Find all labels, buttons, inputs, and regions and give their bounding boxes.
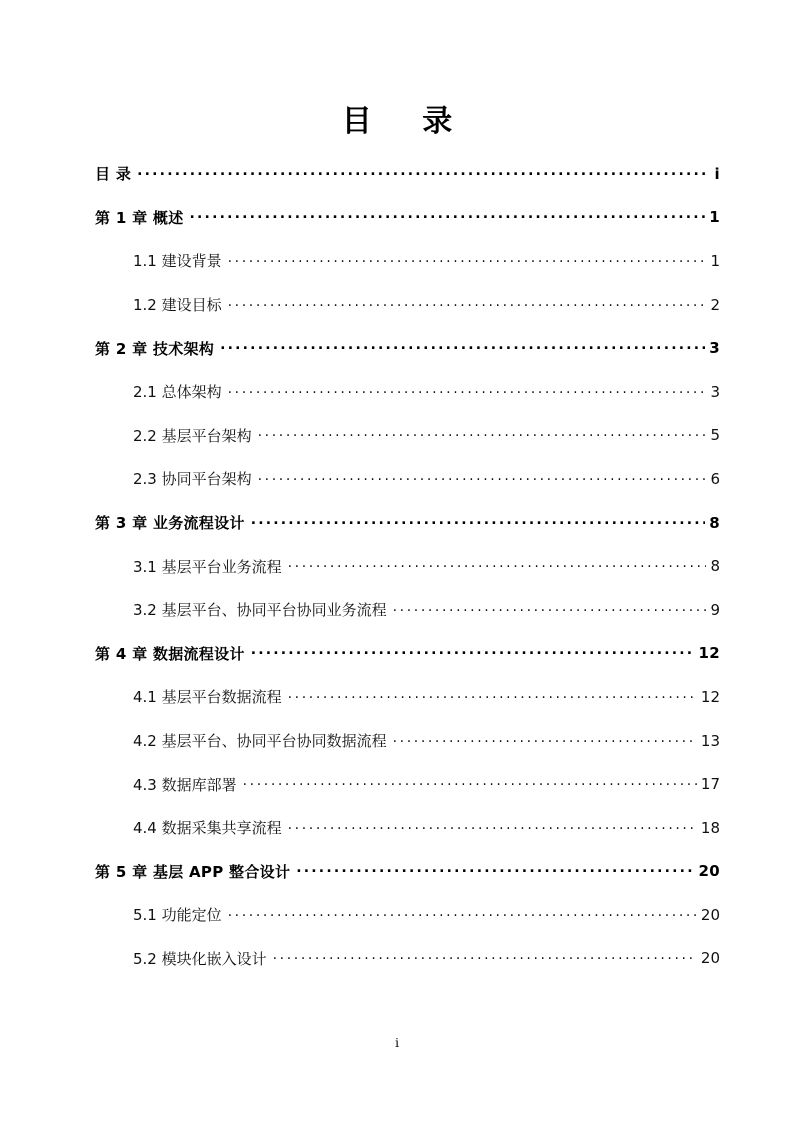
toc-entry-page-number: 6 [710, 469, 720, 488]
toc-entry-page-number: 17 [700, 775, 720, 794]
dot-leader [228, 297, 706, 313]
toc-chapter-entry[interactable] [95, 632, 720, 676]
toc-entry-page-number: 18 [700, 818, 720, 837]
toc-entry-page-number: 1 [710, 251, 720, 270]
dot-leader [393, 602, 706, 618]
dot-leader [296, 863, 694, 879]
toc-entry-page-number: 20 [700, 905, 720, 924]
dot-leader [228, 907, 697, 923]
dot-leader [243, 776, 697, 792]
toc-chapter-entry[interactable] [95, 196, 720, 240]
toc-entry-page-number: i [714, 164, 720, 183]
toc-entry-page-number: 8 [709, 513, 720, 532]
page-title: 目 录 [341, 104, 473, 139]
toc-section-entry[interactable] [95, 762, 720, 806]
toc-section-entry[interactable] [95, 588, 720, 632]
toc-chapter-entry[interactable] [95, 152, 720, 196]
toc-entry-page-number: 12 [698, 644, 720, 663]
toc-entry-title: 4.2 基层平台、协同平台协同数据流程 [133, 732, 387, 751]
toc-chapter-entry[interactable] [95, 850, 720, 894]
dot-leader [251, 645, 695, 661]
toc-entry-title: 4.4 数据采集共享流程 [133, 819, 282, 838]
toc-section-entry[interactable] [95, 544, 720, 588]
footer-page-number: i [395, 1036, 399, 1050]
toc-section-entry[interactable] [95, 370, 720, 414]
toc-entry-title: 2.2 基层平台架构 [133, 426, 252, 445]
toc-section-entry[interactable] [95, 414, 720, 458]
toc-entry-title: 第 4 章 数据流程设计 [95, 644, 245, 663]
toc-section-entry[interactable] [95, 283, 720, 327]
dot-leader [288, 689, 697, 705]
toc-entry-page-number: 13 [700, 731, 720, 750]
dot-leader [288, 558, 706, 574]
dot-leader [288, 820, 697, 836]
dot-leader [258, 471, 706, 487]
toc-section-entry[interactable] [95, 893, 720, 937]
toc-entry-page-number: 12 [700, 687, 720, 706]
toc-entry-page-number: 1 [709, 208, 720, 227]
dot-leader [190, 209, 706, 225]
toc-section-entry[interactable] [95, 719, 720, 763]
toc-entry-title: 1.2 建设目标 [133, 296, 222, 315]
toc-entry-title: 4.3 数据库部署 [133, 775, 237, 794]
toc-entry-title: 目 录 [95, 165, 132, 184]
toc-entry-title: 3.2 基层平台、协同平台协同业务流程 [133, 601, 387, 620]
toc-entry-title: 2.3 协同平台架构 [133, 470, 252, 489]
toc-entry-page-number: 3 [710, 382, 720, 401]
dot-leader [251, 515, 706, 531]
toc-entry-title: 第 1 章 概述 [95, 208, 184, 227]
toc-chapter-entry[interactable] [95, 326, 720, 370]
dot-leader [228, 253, 706, 269]
dot-leader [220, 340, 705, 356]
toc-entry-title: 1.1 建设背景 [133, 252, 222, 271]
toc-entry-title: 4.1 基层平台数据流程 [133, 688, 282, 707]
dot-leader [273, 950, 697, 966]
toc-entry-title: 3.1 基层平台业务流程 [133, 557, 282, 576]
toc-section-entry[interactable] [95, 239, 720, 283]
toc-entry-page-number: 5 [710, 426, 720, 445]
toc-entry-page-number: 2 [710, 295, 720, 314]
dot-leader [137, 166, 706, 182]
toc-section-entry[interactable] [95, 806, 720, 850]
toc-entry-page-number: 9 [710, 600, 720, 619]
dot-leader [393, 733, 697, 749]
toc-entry-title: 5.1 功能定位 [133, 906, 222, 925]
toc-section-entry[interactable] [95, 457, 720, 501]
toc-entry-title: 第 5 章 基层 APP 整合设计 [95, 862, 291, 881]
toc-entry-page-number: 8 [710, 557, 720, 576]
toc-entry-page-number: 20 [700, 949, 720, 968]
toc-section-entry[interactable] [95, 675, 720, 719]
table-of-contents [95, 152, 720, 980]
toc-entry-title: 2.1 总体架构 [133, 383, 222, 402]
toc-entry-title: 5.2 模块化嵌入设计 [133, 949, 267, 968]
toc-entry-page-number: 20 [698, 862, 720, 881]
dot-leader [258, 427, 706, 443]
toc-entry-title: 第 3 章 业务流程设计 [95, 514, 245, 533]
toc-chapter-entry[interactable] [95, 501, 720, 545]
toc-section-entry[interactable] [95, 937, 720, 981]
toc-entry-title: 第 2 章 技术架构 [95, 339, 215, 358]
toc-entry-page-number: 3 [709, 339, 720, 358]
dot-leader [228, 384, 706, 400]
